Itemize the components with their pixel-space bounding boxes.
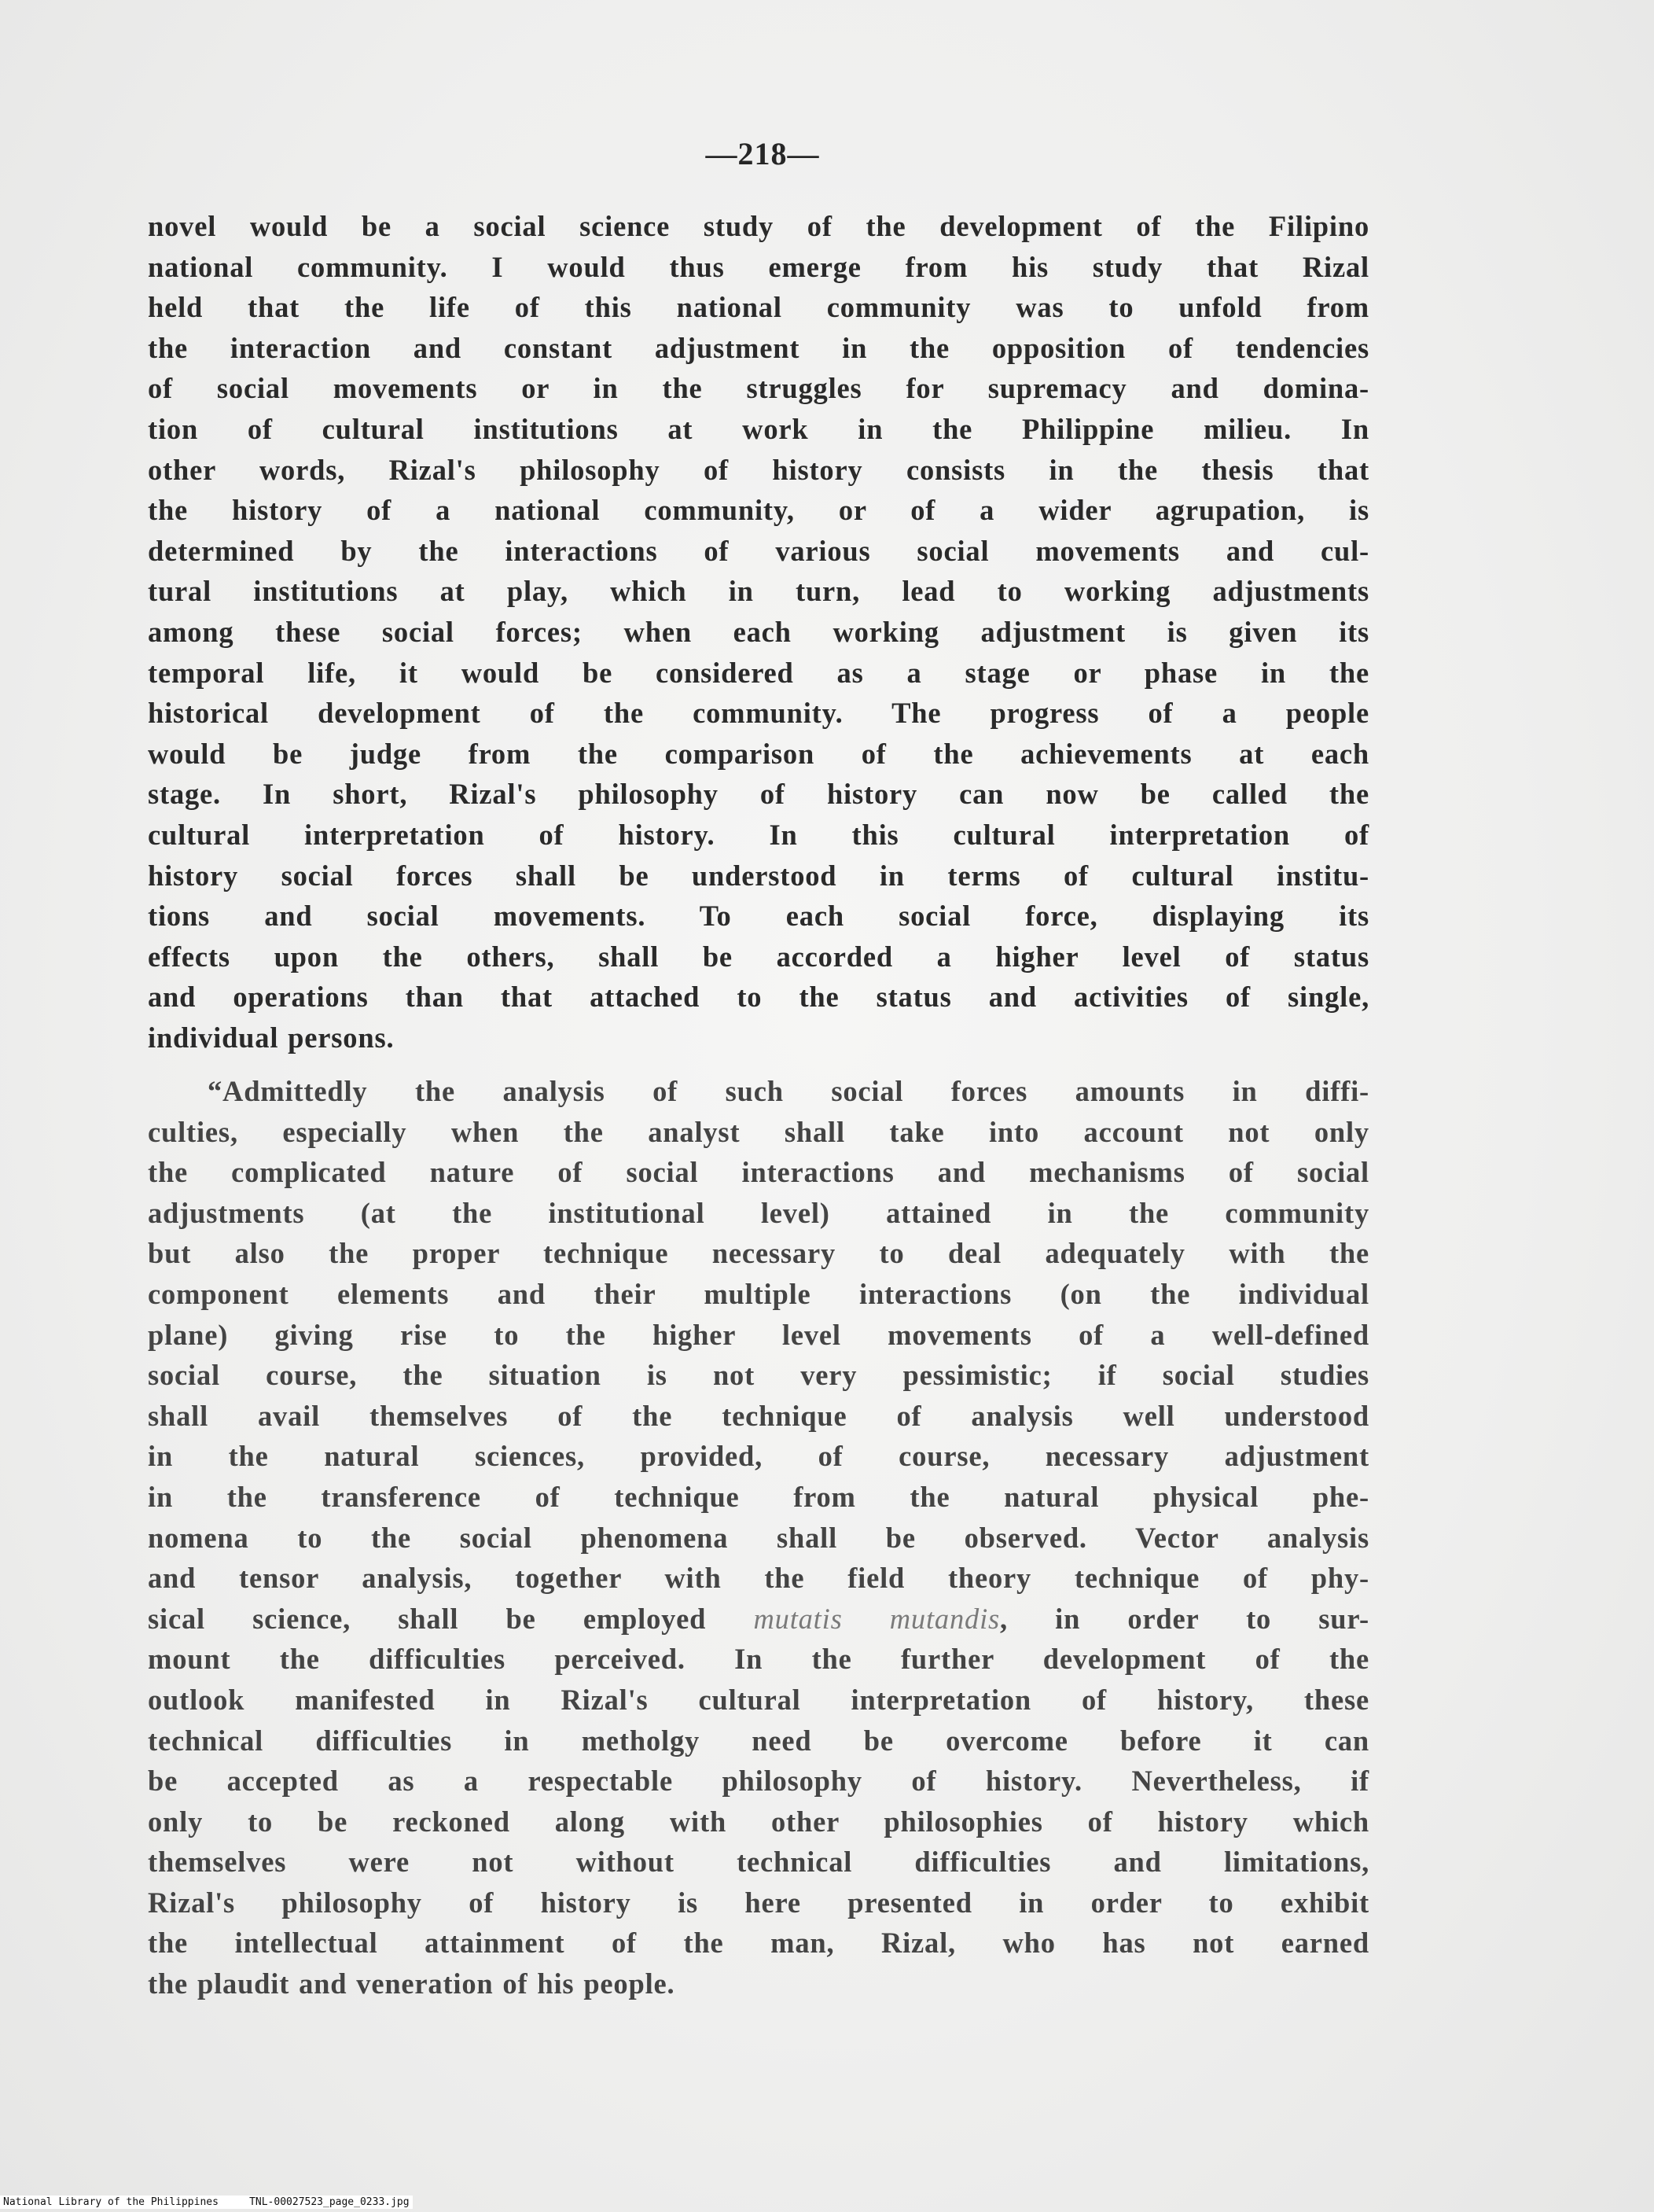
- text-line: cultural interpretation of history. In this cultural interpretation of: [148, 818, 1369, 851]
- text-segment: sical science, shall be employed: [148, 1602, 754, 1635]
- text-line: novel would be a social science study of the development of the Filipino: [148, 210, 1369, 242]
- text-line: among these social forces; when each working adjustment is given its: [148, 615, 1369, 648]
- text-line: national community. I would thus emerge from his study that Rizal: [148, 250, 1369, 283]
- text-line: adjustments (at the institutional level) attained in the community: [148, 1196, 1369, 1229]
- text-line: but also the proper technique necessary to deal adequately with the: [148, 1237, 1369, 1270]
- text-line: be accepted as a respectable philosophy of history. Nevertheless, if: [148, 1765, 1369, 1798]
- text-line: history social forces shall be understood in terms of cultural institu-: [148, 859, 1369, 892]
- text-line: tions and social movements. To each social force, displaying its: [148, 900, 1369, 933]
- text-line: plane) giving rise to the higher level movements of a well-defined: [148, 1318, 1369, 1351]
- paragraph-1: [148, 206, 1369, 1058]
- text-line: social course, the situation is not very pessimistic; if social studies: [148, 1359, 1369, 1392]
- text-line: themselves were not without technical difficulties and limitations,: [148, 1846, 1369, 1879]
- text-line: individual persons.: [148, 1021, 395, 1054]
- text-line: “Admittedly the analysis of such social forces amounts in diffi-: [208, 1075, 1369, 1107]
- text-line: tion of cultural institutions at work in the Philippine milieu. In: [148, 412, 1369, 445]
- text-line: Rizal's philosophy of history is here presented in order to exhibit: [148, 1886, 1369, 1919]
- text-line: would be judge from the comparison of the achievements at each: [148, 737, 1369, 770]
- text-line: outlook manifested in Rizal's cultural interpretation of history, these: [148, 1683, 1369, 1716]
- page-number: —218—: [705, 136, 820, 171]
- text-line: mount the difficulties perceived. In the further development of the: [148, 1643, 1369, 1676]
- text-line: culties, especially when the analyst shall take into account not only: [148, 1115, 1369, 1148]
- text-line: component elements and their multiple interactions (on the individual: [148, 1277, 1369, 1310]
- text-line-with-italic: [148, 1599, 1369, 1640]
- scan-footer: [0, 2195, 413, 2209]
- paragraph-2: [148, 1071, 1369, 2004]
- text-segment: , in order to sur-: [1000, 1602, 1369, 1635]
- text-line: the interaction and constant adjustment in the opposition of tendencies: [148, 331, 1369, 364]
- text-line: the intellectual attainment of the man, Rizal, who has not earned: [148, 1927, 1369, 1960]
- text-line: and operations than that attached to the status and activities of single,: [148, 981, 1369, 1014]
- text-line: in the transference of technique from the natural physical phe-: [148, 1480, 1369, 1513]
- text-line: tural institutions at play, which in turn, lead to working adjustments: [148, 575, 1369, 608]
- text-line: stage. In short, Rizal's philosophy of history can now be called the: [148, 778, 1369, 811]
- text-line: technical difficulties in metholgy need be overcome before it can: [148, 1724, 1369, 1757]
- text-line: of social movements or in the struggles for supremacy and domina-: [148, 372, 1369, 405]
- text-line: the complicated nature of social interactions and mechanisms of social: [148, 1156, 1369, 1189]
- text-line: only to be reckoned along with other philosophies of history which: [148, 1805, 1369, 1838]
- text-line: temporal life, it would be considered as a stage or phase in the: [148, 656, 1369, 689]
- text-line: other words, Rizal's philosophy of history consists in the thesis that: [148, 453, 1369, 486]
- text-line: the plaudit and veneration of his people.: [148, 1967, 675, 2000]
- footer-library: National Library of the Philippines: [3, 2196, 219, 2208]
- text-line: historical development of the community. The progress of a people: [148, 697, 1369, 730]
- text-line: held that the life of this national community was to unfold from: [148, 291, 1369, 324]
- text-line: shall avail themselves of the technique of analysis well understood: [148, 1399, 1369, 1432]
- text-line: determined by the interactions of various social movements and cul-: [148, 534, 1369, 567]
- italic-phrase: mutatis mutandis: [753, 1602, 1001, 1635]
- text-line: and tensor analysis, together with the field theory technique of phy-: [148, 1562, 1369, 1595]
- text-line: nomena to the social phenomena shall be observed. Vector analysis: [148, 1521, 1369, 1554]
- text-line: effects upon the others, shall be accorded a higher level of status: [148, 940, 1369, 973]
- footer-file: TNL-00027523_page_0233.jpg: [249, 2196, 410, 2208]
- text-line: in the natural sciences, provided, of course, necessary adjustment: [148, 1440, 1369, 1473]
- text-line: the history of a national community, or of a wider agrupation, is: [148, 494, 1369, 527]
